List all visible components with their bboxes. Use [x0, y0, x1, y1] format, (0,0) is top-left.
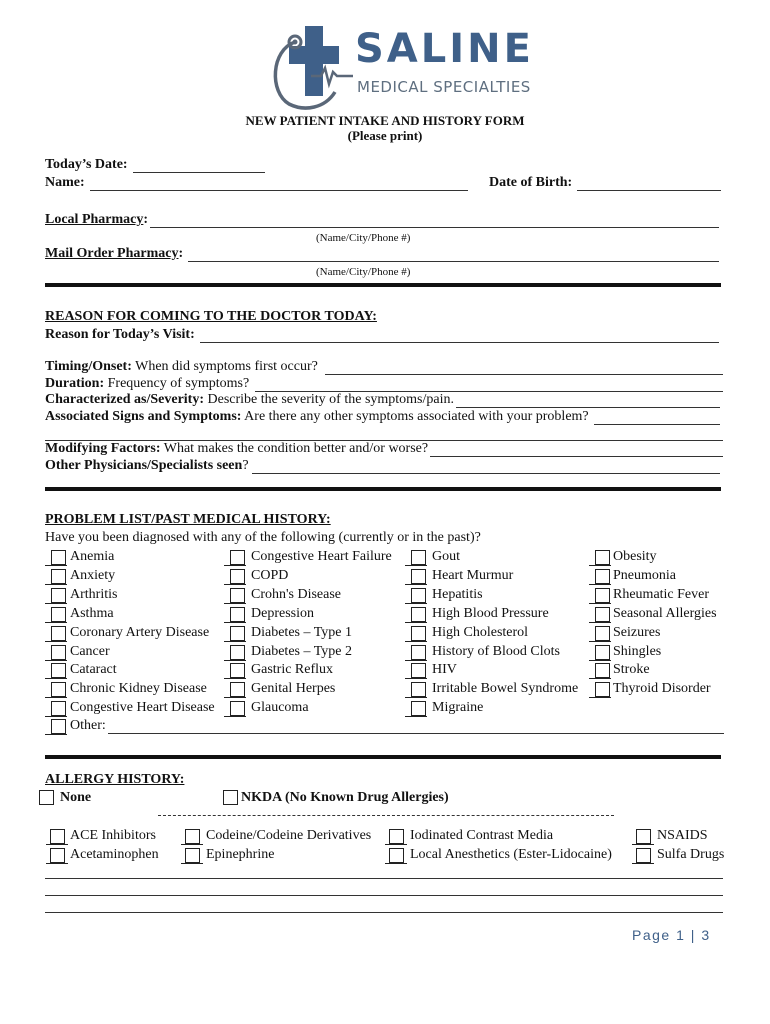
checkbox-baseline [46, 844, 68, 845]
condition-label: HIV [432, 662, 457, 678]
timing-field[interactable] [325, 374, 723, 375]
none-checkbox[interactable] [39, 790, 54, 805]
condition-checkbox[interactable] [411, 550, 426, 565]
checkbox-baseline [45, 584, 67, 585]
condition-label: Thyroid Disorder [613, 681, 711, 697]
reason-heading: REASON FOR COMING TO THE DOCTOR TODAY: [45, 309, 377, 324]
condition-checkbox[interactable] [51, 607, 66, 622]
mail-pharmacy-field[interactable] [188, 261, 719, 262]
other-condition-label: Other: [70, 718, 106, 733]
checkbox-baseline [405, 622, 427, 623]
checkbox-baseline [589, 584, 611, 585]
condition-checkbox[interactable] [51, 701, 66, 716]
condition-checkbox[interactable] [230, 550, 245, 565]
allergy-checkbox[interactable] [185, 848, 200, 863]
modifying-row [45, 441, 428, 457]
visit-label: Reason for Today’s Visit: [45, 327, 195, 342]
checkbox-baseline [45, 678, 67, 679]
timing-row [45, 359, 318, 375]
checkbox-baseline [385, 863, 407, 864]
mail-pharmacy-hint: (Name/City/Phone #) [316, 266, 411, 278]
condition-checkbox[interactable] [230, 645, 245, 660]
section-divider [45, 755, 721, 759]
condition-checkbox[interactable] [595, 550, 610, 565]
condition-checkbox[interactable] [51, 550, 66, 565]
allergy-label: Codeine/Codeine Derivatives [206, 828, 372, 843]
condition-checkbox[interactable] [411, 645, 426, 660]
section-divider [45, 283, 721, 287]
associated-row [45, 409, 589, 425]
allergy-label: Acetaminophen [70, 847, 159, 862]
condition-label: Shingles [613, 643, 662, 659]
characterized-label: Characterized as/Severity: [45, 392, 204, 407]
associated-question: Are there any other symptoms associated with your problem? [244, 409, 589, 424]
condition-label: Anxiety [70, 567, 116, 583]
other-physicians-field[interactable] [252, 473, 720, 474]
condition-label: COPD [251, 567, 289, 583]
logo-name: SALINE [355, 26, 534, 72]
checkbox-baseline [46, 863, 68, 864]
condition-checkbox[interactable] [595, 607, 610, 622]
mail-pharmacy-text: Mail Order Pharmacy [45, 246, 179, 261]
condition-checkbox[interactable] [51, 645, 66, 660]
allergy-checkbox[interactable] [185, 829, 200, 844]
clinic-logo [265, 22, 534, 114]
dob-field[interactable] [577, 190, 721, 191]
checkbox-baseline [589, 660, 611, 661]
checkbox-baseline [405, 565, 427, 566]
condition-checkbox[interactable] [411, 701, 426, 716]
modifying-question: What makes the condition better and/or worse? [163, 441, 429, 456]
condition-label: Genital Herpes [251, 681, 336, 697]
condition-checkbox[interactable] [411, 569, 426, 584]
allergy-checkbox[interactable] [636, 829, 651, 844]
condition-label: Pneumonia [613, 567, 676, 583]
checkbox-baseline [385, 844, 407, 845]
associated-label: Associated Signs and Symptoms: [45, 409, 242, 424]
checkbox-baseline [224, 584, 246, 585]
condition-label: Obesity [613, 549, 657, 564]
nkda-checkbox[interactable] [223, 790, 238, 805]
condition-label: Seasonal Allergies [613, 605, 717, 621]
timing-label: Timing/Onset: [45, 359, 132, 374]
condition-label: Rheumatic Fever [613, 586, 710, 602]
condition-checkbox[interactable] [595, 682, 610, 697]
checkbox-baseline [405, 678, 427, 679]
name-field[interactable] [90, 190, 468, 191]
condition-checkbox[interactable] [595, 663, 610, 678]
condition-checkbox[interactable] [595, 626, 610, 641]
duration-row [45, 376, 249, 392]
condition-checkbox[interactable] [411, 588, 426, 603]
condition-label: Cancer [70, 643, 110, 659]
checkbox-baseline [632, 863, 654, 864]
condition-checkbox[interactable] [51, 626, 66, 641]
modifying-label: Modifying Factors: [45, 441, 161, 456]
condition-checkbox[interactable] [595, 588, 610, 603]
condition-label: Congestive Heart Disease [70, 700, 215, 716]
page-total: 3 [701, 927, 711, 943]
checkbox-baseline [589, 603, 611, 604]
other-physicians-q: ? [242, 458, 249, 473]
characterized-field[interactable] [456, 407, 720, 408]
none-label: None [60, 790, 92, 805]
condition-label: Anemia [70, 549, 115, 564]
condition-checkbox[interactable] [51, 569, 66, 584]
characterized-question: Describe the severity of the symptoms/pain. [207, 392, 454, 407]
condition-label: Hepatitis [432, 586, 483, 602]
condition-label: Diabetes – Type 2 [251, 643, 353, 659]
checkbox-baseline [45, 603, 67, 604]
allergy-heading: ALLERGY HISTORY: [45, 772, 185, 787]
section-divider [45, 487, 721, 491]
timing-question: When did symptoms first occur? [135, 359, 318, 374]
allergy-notes-line-3[interactable] [45, 912, 723, 913]
allergy-checkbox[interactable] [50, 829, 65, 844]
condition-checkbox[interactable] [230, 701, 245, 716]
allergy-notes-line-2[interactable] [45, 895, 723, 896]
checkbox-baseline [405, 603, 427, 604]
checkbox-baseline [45, 716, 67, 717]
checkbox-baseline [405, 641, 427, 642]
allergy-checkbox[interactable] [389, 829, 404, 844]
condition-checkbox[interactable] [230, 607, 245, 622]
allergy-checkbox[interactable] [389, 848, 404, 863]
logo-subtitle: MEDICAL SPECIALTIES [357, 78, 531, 96]
dob-label: Date of Birth: [489, 175, 573, 190]
condition-checkbox[interactable] [230, 663, 245, 678]
condition-label: Coronary Artery Disease [70, 624, 210, 640]
condition-checkbox[interactable] [51, 682, 66, 697]
checkbox-baseline [224, 678, 246, 679]
allergy-notes-line-1[interactable] [45, 878, 723, 879]
condition-label: Seizures [613, 624, 661, 640]
allergy-label: NSAIDS [657, 828, 708, 843]
condition-label: Crohn's Disease [251, 586, 342, 602]
checkbox-baseline [224, 603, 246, 604]
condition-checkbox[interactable] [595, 645, 610, 660]
checkbox-baseline [224, 565, 246, 566]
checkbox-baseline [224, 622, 246, 623]
checkbox-baseline [224, 697, 246, 698]
condition-checkbox[interactable] [230, 569, 245, 584]
condition-label: Depression [251, 605, 314, 621]
checkbox-baseline [224, 660, 246, 661]
condition-label: Cataract [70, 662, 117, 678]
checkbox-baseline [589, 565, 611, 566]
nkda-label: NKDA (No Known Drug Allergies) [241, 790, 449, 805]
condition-checkbox[interactable] [411, 626, 426, 641]
checkbox-baseline [589, 678, 611, 679]
todays-date-field[interactable] [133, 172, 265, 173]
history-heading: PROBLEM LIST/PAST MEDICAL HISTORY: [45, 512, 331, 527]
condition-label: Gastric Reflux [251, 662, 334, 678]
characterized-row [45, 392, 454, 408]
duration-label: Duration: [45, 376, 105, 391]
page-current: 1 [676, 927, 686, 943]
history-question: Have you been diagnosed with any of the following (currently or in the past)? [45, 530, 481, 545]
condition-label: Glaucoma [251, 700, 309, 716]
checkbox-baseline [405, 716, 427, 717]
condition-label: Gout [432, 549, 460, 564]
checkbox-baseline [405, 584, 427, 585]
condition-checkbox[interactable] [230, 626, 245, 641]
local-pharmacy-colon: : [143, 212, 149, 227]
todays-date-label: Today’s Date: [45, 157, 128, 172]
condition-checkbox[interactable] [411, 682, 426, 697]
allergy-divider [158, 815, 614, 816]
form-subtitle: (Please print) [347, 128, 423, 143]
page-label: Page [632, 927, 671, 943]
logo-emblem-icon [265, 22, 355, 114]
checkbox-baseline [405, 660, 427, 661]
checkbox-baseline [632, 844, 654, 845]
condition-checkbox[interactable] [51, 588, 66, 603]
condition-checkbox[interactable] [595, 569, 610, 584]
mail-pharmacy-label [45, 246, 183, 262]
name-label: Name: [45, 175, 85, 190]
condition-label: Migraine [432, 700, 484, 716]
condition-label: Diabetes – Type 1 [251, 624, 353, 640]
checkbox-baseline [45, 622, 67, 623]
condition-label: Arthritis [70, 586, 118, 602]
allergy-label: ACE Inhibitors [70, 828, 156, 843]
duration-question: Frequency of symptoms? [107, 376, 250, 391]
checkbox-baseline [224, 716, 246, 717]
allergy-label: Sulfa Drugs [657, 847, 725, 862]
mail-pharmacy-colon: : [178, 246, 184, 261]
other-physicians-label: Other Physicians/Specialists seen [45, 458, 243, 473]
checkbox-baseline [45, 697, 67, 698]
visit-field[interactable] [200, 342, 719, 343]
condition-checkbox[interactable] [411, 663, 426, 678]
checkbox-baseline [589, 697, 611, 698]
associated-field[interactable] [594, 424, 720, 425]
condition-label: Asthma [70, 605, 114, 621]
modifying-field[interactable] [430, 456, 723, 457]
allergy-checkbox[interactable] [50, 848, 65, 863]
checkbox-baseline [181, 863, 203, 864]
checkbox-baseline [405, 697, 427, 698]
condition-label: Congestive Heart Failure [251, 549, 392, 564]
allergy-label: Iodinated Contrast Media [410, 828, 554, 843]
checkbox-baseline [45, 660, 67, 661]
allergy-checkbox[interactable] [636, 848, 651, 863]
local-pharmacy-field[interactable] [150, 227, 719, 228]
condition-label: High Blood Pressure [432, 605, 549, 621]
condition-checkbox[interactable] [411, 607, 426, 622]
page-number [632, 927, 711, 943]
condition-checkbox[interactable] [230, 588, 245, 603]
page-separator: | [690, 927, 696, 943]
local-pharmacy-label [45, 212, 148, 228]
condition-label: Heart Murmur [432, 567, 514, 583]
checkbox-baseline [589, 641, 611, 642]
checkbox-baseline [181, 844, 203, 845]
other-physicians-row [45, 458, 249, 474]
condition-label: Stroke [613, 662, 650, 678]
condition-label: High Cholesterol [432, 624, 529, 640]
local-pharmacy-hint: (Name/City/Phone #) [316, 232, 411, 244]
condition-checkbox[interactable] [230, 682, 245, 697]
condition-checkbox[interactable] [51, 663, 66, 678]
other-condition-field[interactable] [108, 733, 724, 734]
local-pharmacy-text: Local Pharmacy [45, 212, 144, 227]
checkbox-baseline [589, 622, 611, 623]
checkbox-baseline [45, 641, 67, 642]
checkbox-baseline [45, 734, 67, 735]
allergy-label: Epinephrine [206, 847, 275, 862]
condition-label: Chronic Kidney Disease [70, 681, 207, 697]
form-title: NEW PATIENT INTAKE AND HISTORY FORM [245, 113, 525, 128]
condition-label: Irritable Bowel Syndrome [432, 681, 579, 697]
checkbox-baseline [224, 641, 246, 642]
checkbox-baseline [45, 565, 67, 566]
condition-label: History of Blood Clots [432, 643, 560, 659]
allergy-label: Local Anesthetics (Ester-Lidocaine) [410, 847, 612, 862]
other-condition-checkbox[interactable] [51, 719, 66, 734]
